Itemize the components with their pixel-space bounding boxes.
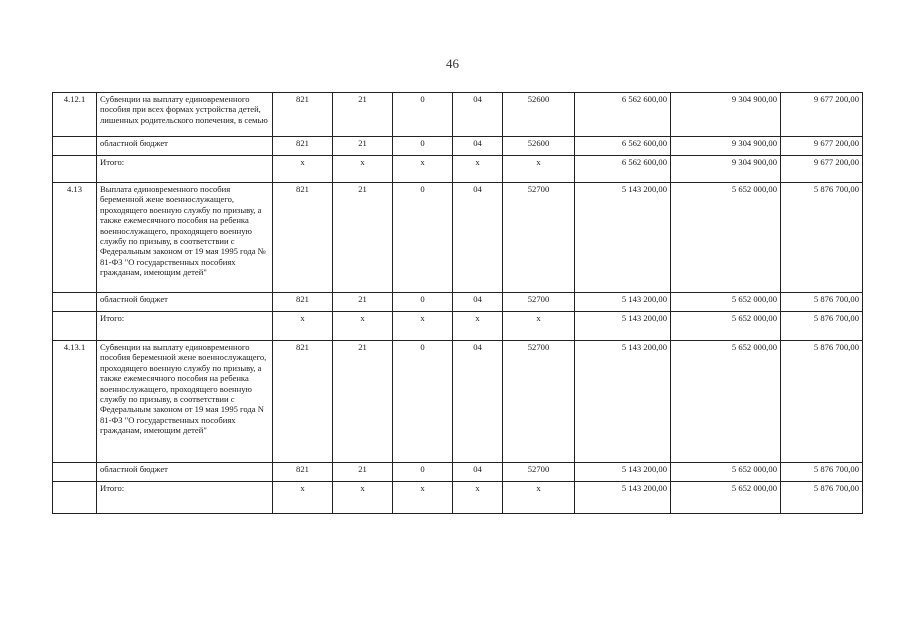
row-code-empty (53, 312, 97, 341)
row-name: областной бюджет (97, 137, 273, 156)
cell-code-5: 52700 (503, 183, 575, 293)
row-name: Субвенции на выплату единовременного пособия беременной жене военнослужащего, проходящего военную службу по призыву, а также ежемесячного пособия на ребенка военнослужащего, проходящего военную службу по призыву, в соответствии с Федеральным законом от 19 мая 1995 года N 81-ФЗ "О государственных пособиях гражданам, имеющим детей" (97, 341, 273, 463)
cell-code-1: 821 (273, 137, 333, 156)
cell-value-2: 5 652 000,00 (671, 183, 781, 293)
cell-code-1: x (273, 482, 333, 514)
table-row (53, 156, 863, 183)
cell-value-2: 9 304 900,00 (671, 156, 781, 183)
cell-code-2: 21 (333, 293, 393, 312)
cell-code-1: x (273, 156, 333, 183)
cell-code-3: 0 (393, 183, 453, 293)
cell-code-2: 21 (333, 463, 393, 482)
cell-value-2: 5 652 000,00 (671, 293, 781, 312)
cell-code-5: 52700 (503, 293, 575, 312)
cell-code-4: 04 (453, 463, 503, 482)
cell-value-1: 6 562 600,00 (575, 137, 671, 156)
row-name: областной бюджет (97, 463, 273, 482)
cell-value-1: 5 143 200,00 (575, 312, 671, 341)
cell-code-4: 04 (453, 293, 503, 312)
cell-code-4: 04 (453, 183, 503, 293)
cell-code-5: 52600 (503, 93, 575, 137)
table-row (53, 93, 863, 137)
cell-code-5: x (503, 482, 575, 514)
row-name: Субвенции на выплату единовременного пособия при всех формах устройства детей, лишенных родительского попечения, в семью (97, 93, 273, 137)
cell-code-5: x (503, 312, 575, 341)
table-row (53, 293, 863, 312)
row-name: Итого: (97, 482, 273, 514)
cell-value-1: 5 143 200,00 (575, 463, 671, 482)
cell-value-1: 6 562 600,00 (575, 156, 671, 183)
cell-value-3: 5 876 700,00 (781, 183, 863, 293)
row-name: Выплата единовременного пособия беременной жене военнослужащего, проходящего военную службу по призыву, а также ежемесячного пособия на ребенка военнослужащего, проходящего военную службу по призыву, в соответствии с Федеральным законом от 19 мая 1995 года № 81-ФЗ "О государственных пособиях гражданам, имеющим детей" (97, 183, 273, 293)
table-row (53, 312, 863, 341)
cell-value-2: 5 652 000,00 (671, 463, 781, 482)
cell-code-2: 21 (333, 341, 393, 463)
cell-code-4: 04 (453, 341, 503, 463)
cell-code-1: 821 (273, 293, 333, 312)
cell-code-4: x (453, 156, 503, 183)
cell-code-1: x (273, 312, 333, 341)
cell-value-2: 5 652 000,00 (671, 482, 781, 514)
cell-code-4: x (453, 482, 503, 514)
row-code: 4.12.1 (53, 93, 97, 137)
cell-code-4: 04 (453, 137, 503, 156)
cell-value-1: 5 143 200,00 (575, 482, 671, 514)
cell-code-2: x (333, 482, 393, 514)
cell-code-3: x (393, 482, 453, 514)
cell-code-1: 821 (273, 463, 333, 482)
cell-value-1: 5 143 200,00 (575, 293, 671, 312)
row-code-empty (53, 463, 97, 482)
table-row (53, 341, 863, 463)
cell-value-2: 9 304 900,00 (671, 93, 781, 137)
cell-value-3: 5 876 700,00 (781, 463, 863, 482)
cell-code-3: 0 (393, 137, 453, 156)
row-code-empty (53, 156, 97, 183)
cell-code-3: 0 (393, 463, 453, 482)
row-code-empty (53, 137, 97, 156)
cell-code-5: x (503, 156, 575, 183)
row-code: 4.13.1 (53, 341, 97, 463)
cell-code-3: 0 (393, 93, 453, 137)
cell-value-1: 5 143 200,00 (575, 183, 671, 293)
page-number: 46 (446, 56, 459, 71)
cell-value-1: 5 143 200,00 (575, 341, 671, 463)
cell-code-2: x (333, 156, 393, 183)
cell-code-2: x (333, 312, 393, 341)
cell-code-3: x (393, 156, 453, 183)
cell-value-3: 5 876 700,00 (781, 482, 863, 514)
row-name: Итого: (97, 312, 273, 341)
cell-code-1: 821 (273, 183, 333, 293)
cell-code-4: x (453, 312, 503, 341)
cell-code-4: 04 (453, 93, 503, 137)
cell-code-2: 21 (333, 137, 393, 156)
cell-code-2: 21 (333, 183, 393, 293)
cell-code-5: 52700 (503, 341, 575, 463)
cell-code-3: 0 (393, 293, 453, 312)
cell-value-1: 6 562 600,00 (575, 93, 671, 137)
cell-code-5: 52700 (503, 463, 575, 482)
cell-value-2: 9 304 900,00 (671, 137, 781, 156)
budget-table (52, 92, 863, 514)
row-code-empty (53, 482, 97, 514)
row-name: областной бюджет (97, 293, 273, 312)
cell-value-2: 5 652 000,00 (671, 312, 781, 341)
row-code-empty (53, 293, 97, 312)
cell-value-3: 5 876 700,00 (781, 312, 863, 341)
table-row (53, 463, 863, 482)
cell-code-1: 821 (273, 93, 333, 137)
row-name: Итого: (97, 156, 273, 183)
table-row (53, 482, 863, 514)
table-row (53, 183, 863, 293)
cell-code-3: x (393, 312, 453, 341)
cell-value-3: 9 677 200,00 (781, 137, 863, 156)
cell-value-3: 9 677 200,00 (781, 93, 863, 137)
cell-code-5: 52600 (503, 137, 575, 156)
cell-code-2: 21 (333, 93, 393, 137)
cell-value-3: 5 876 700,00 (781, 293, 863, 312)
cell-code-1: 821 (273, 341, 333, 463)
cell-value-3: 5 876 700,00 (781, 341, 863, 463)
cell-code-3: 0 (393, 341, 453, 463)
row-code: 4.13 (53, 183, 97, 293)
cell-value-2: 5 652 000,00 (671, 341, 781, 463)
cell-value-3: 9 677 200,00 (781, 156, 863, 183)
table-row (53, 137, 863, 156)
